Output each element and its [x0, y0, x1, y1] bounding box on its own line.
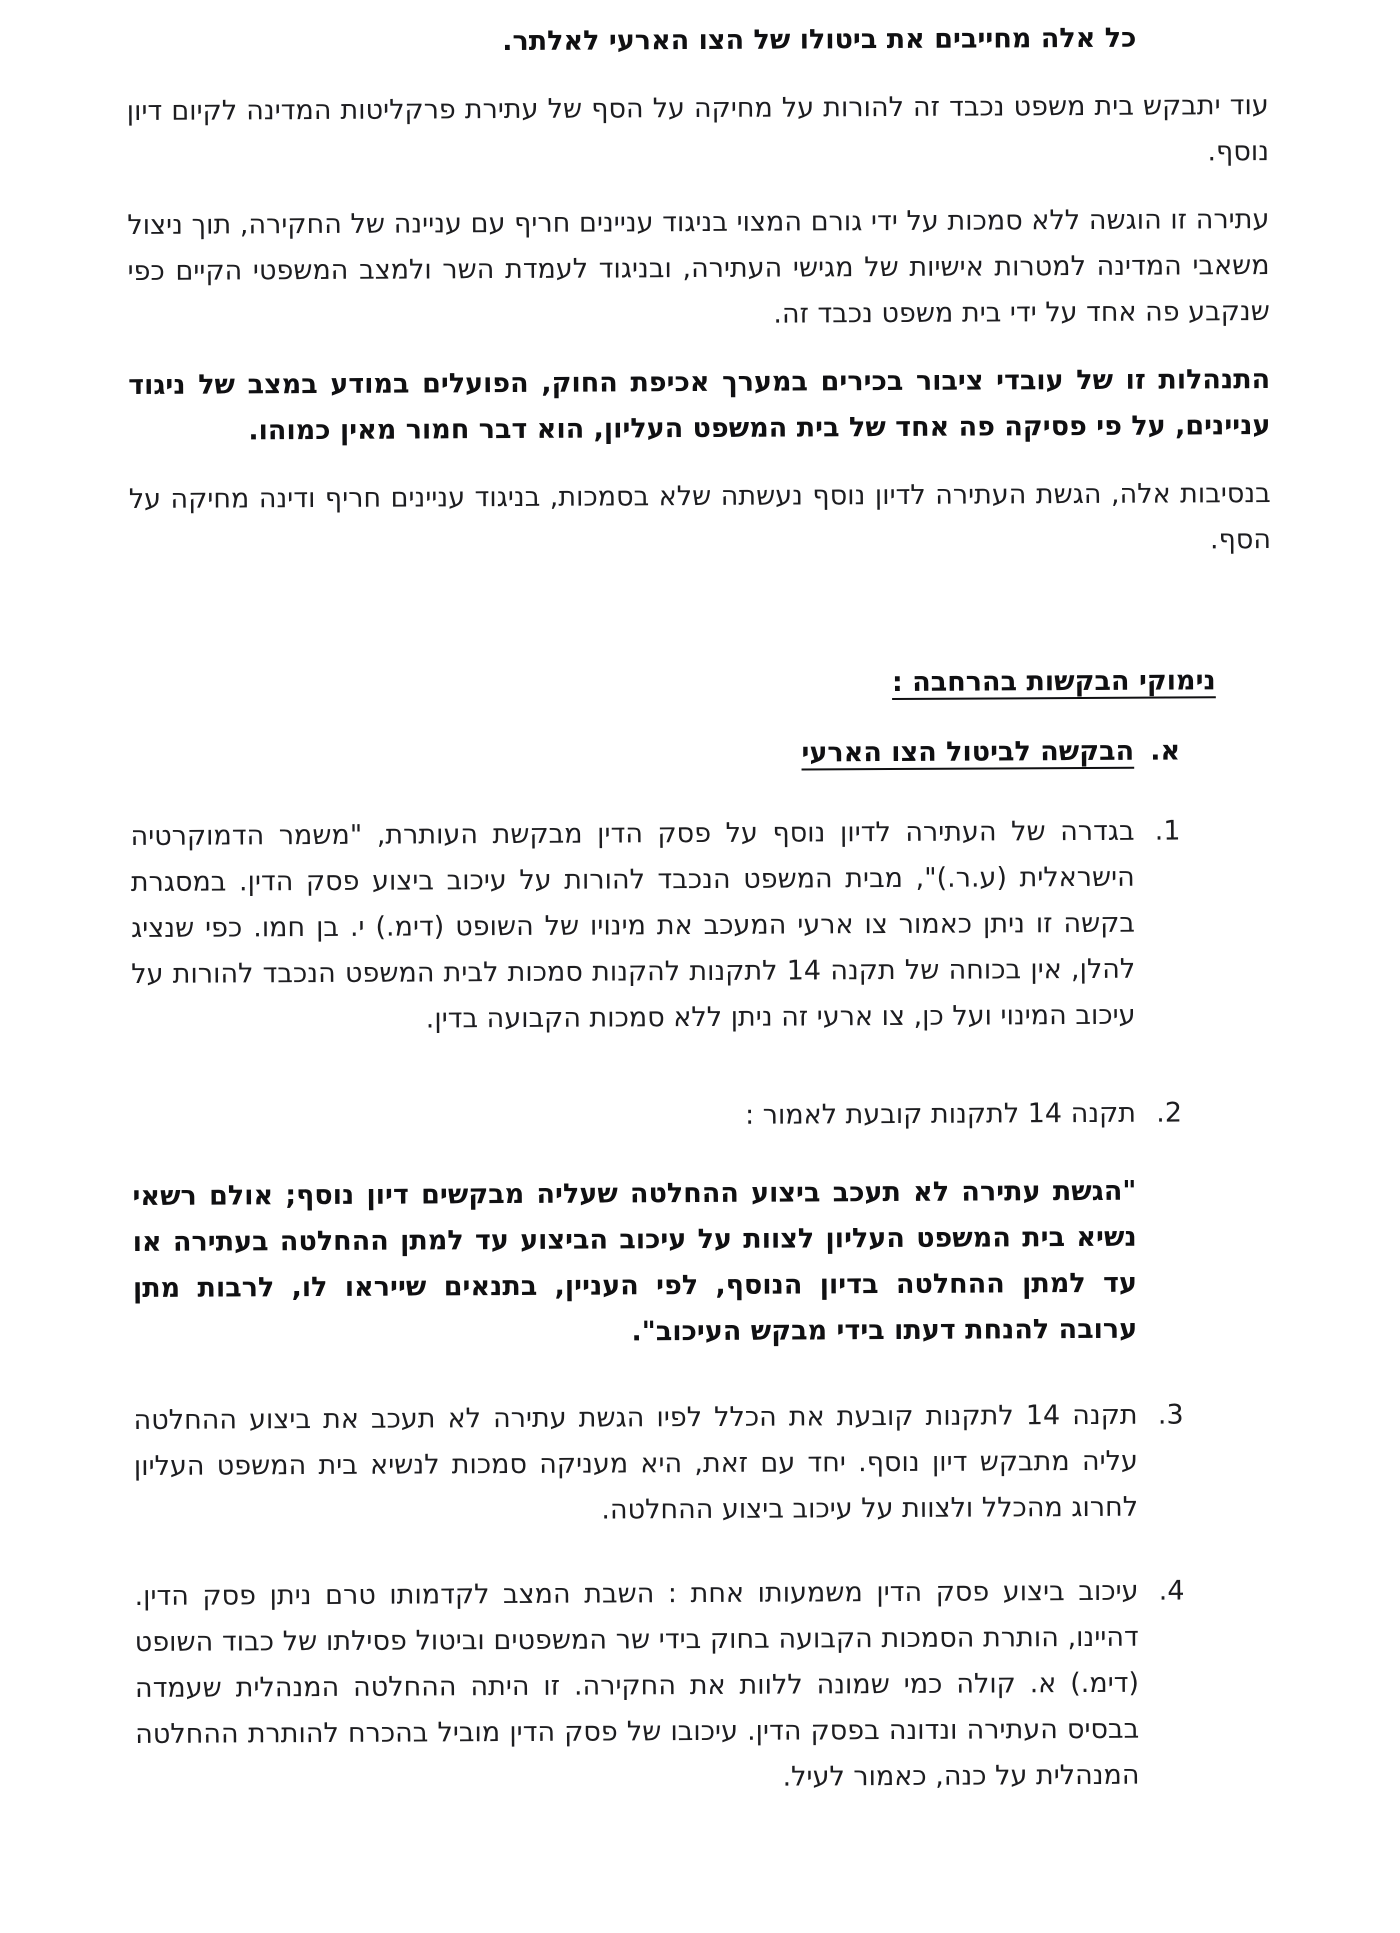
section-heading-reasons — [130, 658, 1216, 710]
section-heading-text: נימוקי הבקשות בהרחבה : — [891, 665, 1216, 698]
paragraph-no-authority: עתירה זו הוגשה ללא סמכות על ידי גורם המצוי בניגוד עניינים חריף עם עניינה של החקירה, תוך ניצול משאבי המדינה למטרות אישיות של מגישי העתירה, ובניגוד לעמדת השר ולמצב המשפטי הקיים כפי שנקבע פה אחד על ידי בית משפט נכבד זה. — [127, 204, 1270, 330]
list-item-1 — [130, 808, 1273, 1044]
closing-statement-line: כל אלה מחייבים את ביטולו של הצו הארעי לאלתר. — [502, 22, 1137, 58]
subsection-marker: א. — [1150, 735, 1181, 767]
regulation-14-quote-block: "הגשת עתירה לא תעכב ביצוע ההחלטה שעליה מבקשים דיון נוסף; אולם רשאי נשיא בית המשפט העליון לצוות על עיכוב הביצוע עד למתן ההחלטה בעתירה או עד למתן ההחלטה בדיון הנוסף, לפי העניין, בתנאים שייראו לו, לרבות מתן ערובה להנחת דעתו בידי מבקש העיכוב". — [132, 1175, 1138, 1348]
list-item-4 — [134, 1568, 1277, 1804]
list-item-4-text: עיכוב ביצוע פסק הדין משמעותו אחת : השבת המצב לקדמותו טרם ניתן פסק הדין. דהיינו, הותרת הסמכות הקבועה בחוק בידי שר המשפטים וביטול פסילתו של כבוד השופט (דימ.) א. קולה כמי שמונה ללוות את החקירה. זו היתה ההחלטה המנהלית שעמדה בבסיס העתירה ונדונה בפסק הדין. עיכובו של פסק הדין מוביל בהכרח להותרת ההחלטה המנהלית על כנה, כאמור לעיל. — [134, 1575, 1140, 1793]
list-item-3-text: תקנה 14 לתקנות קובעת את הכלל לפיו הגשת עתירה לא תעכב את ביצוע ההחלטה עליה מתבקש דיון נוסף. יחד עם זאת, היא מעניקה סמכות לנשיא בית המשפט העליון לחרוג מהכלל ולצוות על עיכוב ביצוע ההחלטה. — [133, 1399, 1139, 1526]
list-item-4-number: 4. — [1158, 1575, 1185, 1607]
paragraph-circumstances: בנסיבות אלה, הגשת העתירה לדיון נוסף נעשתה שלא בסמכות, בניגוד עניינים חריף ודינה מחיקה על הסף. — [128, 478, 1272, 556]
list-item-2-text: תקנה 14 לתקנות קובעת לאמור : — [744, 1097, 1137, 1131]
list-item-2-number: 2. — [1156, 1097, 1183, 1129]
subsection-title: הבקשה לביטול הצו הארעי — [801, 735, 1135, 769]
list-item-1-text: בגדרה של העתירה לדיון נוסף על פסק הדין מבקשת העותרת, "משמר הדמוקרטיה הישראלית (ע.ר.)", מבית המשפט הנכבד להורות על עיכוב ביצוע פסק הדין. במסגרת בקשה זו ניתן כאמור צו ארעי המעכב את מינויו של השופט (דימ.) י. בן חמו. כפי שנציג להלן, אין בכוחה של תקנה 14 לתקנות להקנות סמכות לבית המשפט הנכבד להורות על עיכוב המינוי ועל כן, צו ארעי זה ניתן ללא סמכות הקבועה בדין. — [130, 815, 1136, 1035]
paragraph-bold-conduct: התנהלות זו של עובדי ציבור בכירים במערך אכיפת החוק, הפועלים במודע במצב של ניגוד עניינים, על פי פסיקה פה אחד של בית המשפט העליון, הוא דבר חמור מאין כמוהו. — [128, 364, 1271, 447]
list-item-3 — [133, 1392, 1276, 1536]
list-item-1-number: 1. — [1154, 815, 1181, 847]
document-content — [126, 15, 1277, 1804]
list-item-3-number: 3. — [1157, 1399, 1184, 1431]
list-item-2 — [132, 1090, 1274, 1142]
paragraph-dismissal-request: עוד יתבקש בית משפט נכבד זה להורות על מחיקה על הסף של עתירת פרקליטות המדינה לקיום דיון נוסף. — [126, 90, 1270, 168]
subsection-heading-cancel-order — [130, 728, 1272, 780]
